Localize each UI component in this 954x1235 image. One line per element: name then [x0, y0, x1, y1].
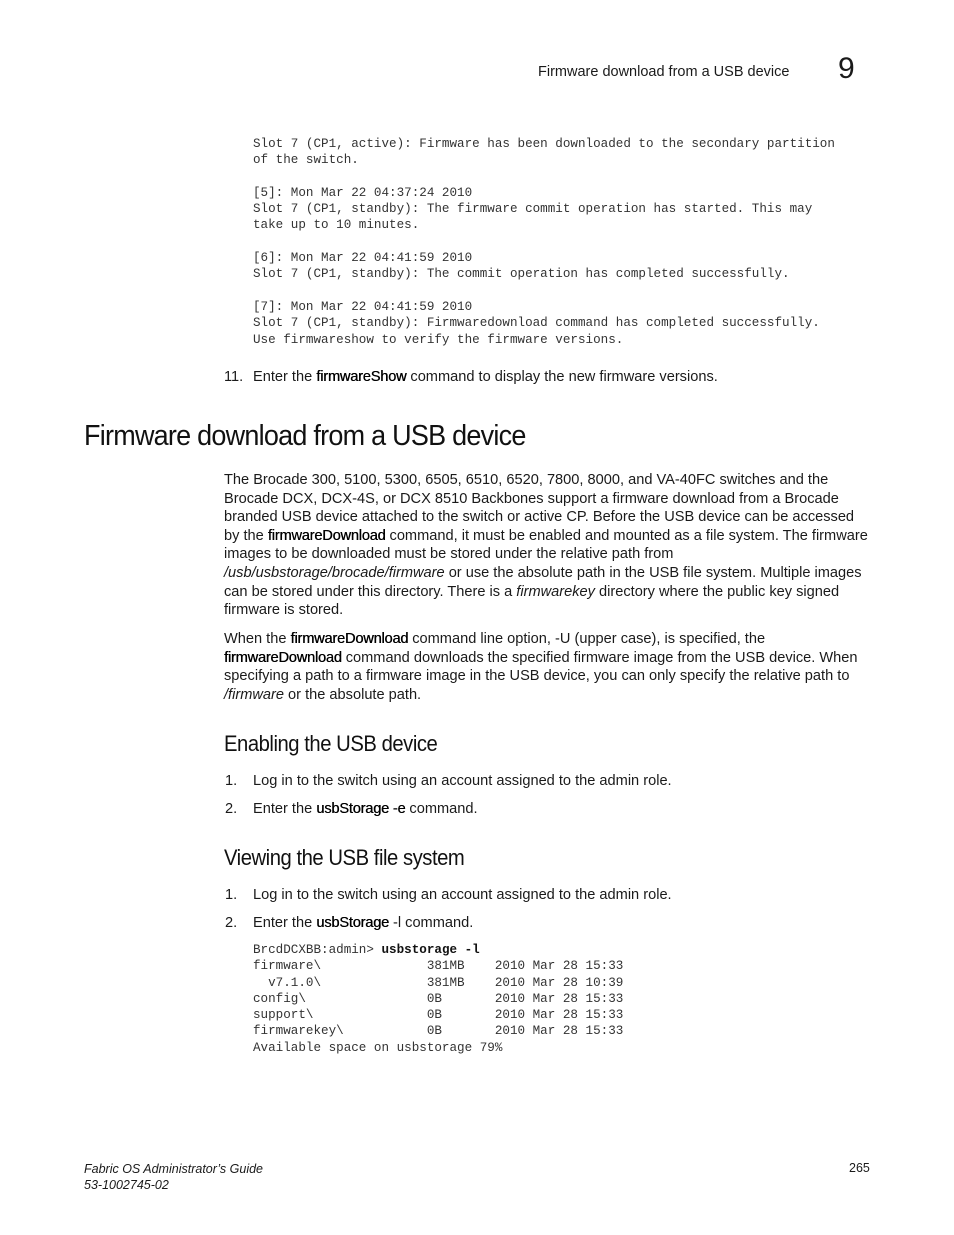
chapter-number: 9 [838, 52, 855, 85]
code-line: Slot 7 (CP1, active): Firmware has been downloaded to the secondary partition [253, 137, 835, 151]
step-view-1 [225, 886, 672, 904]
paragraph-usb-support: The Brocade 300, 5100, 5300, 6505, 6510, 6520, 7800, 8000, and VA-40FC switches and the Brocade DCX, DCX-4S, or DCX 8510 Backbones support a firmware download from a Brocade branded USB device attached to the switch or active CP. Before the USB device can be accessed by the firmwareDownload command, it must be enabled and mounted as a file system. The firmware images to be downloaded must be stored under the relative path from /usb/usbstorage/brocade/firmware or use the absolute path in the USB file system. Multiple images can be stored under this directory. There is a firmwarekey directory where the public key signed firmware is stored. [224, 472, 868, 619]
page-number: 265 [849, 1161, 870, 1175]
step-text: Enter the [253, 915, 317, 931]
section-heading: Firmware download from a USB device [84, 420, 526, 452]
footer-doc-title: Fabric OS Administrator’s Guide [84, 1162, 263, 1176]
prompt-text: BrcdDCXBB:admin> [253, 943, 382, 957]
command-name: usbStorage [316, 915, 389, 931]
code-line: [6]: Mon Mar 22 04:41:59 2010 [253, 251, 473, 266]
footer-doc-number: 53-1002745-02 [84, 1178, 169, 1192]
code-line: Slot 7 (CP1, standby): The commit operation has completed successfully. [253, 267, 790, 282]
step-text: command to display the new firmware versions. [406, 369, 718, 385]
step-11 [224, 368, 718, 386]
path-text: /usb/usbstorage/brocade/firmware [224, 564, 445, 581]
directory-name: firmwarekey [516, 583, 595, 600]
step-text: Log in to the switch using an account assigned to the admin role. [253, 773, 672, 789]
step-number: 1. [225, 887, 238, 903]
running-header-title: Firmware download from a USB device [538, 64, 790, 80]
code-line: firmwarekey\ 0B 2010 Mar 28 15:33 [253, 1024, 624, 1039]
code-line: of the switch. [253, 153, 359, 168]
step-number: 11. [224, 369, 244, 385]
step-number: 1. [225, 773, 238, 789]
step-enable-2 [225, 800, 478, 818]
step-text: Log in to the switch using an account assigned to the admin role. [253, 887, 672, 903]
code-line: Slot 7 (CP1, standby): Firmwaredownload command has completed successfully. [253, 316, 820, 331]
code-line: support\ 0B 2010 Mar 28 15:33 [253, 1008, 624, 1023]
step-number: 2. [225, 915, 238, 931]
code-line: config\ 0B 2010 Mar 28 15:33 [253, 991, 624, 1006]
step-view-2 [225, 914, 474, 932]
code-line: Available space on usbstorage 79% [253, 1040, 503, 1055]
step-text: Enter the [253, 369, 317, 385]
code-line: [5]: Mon Mar 22 04:37:24 2010 [253, 185, 473, 200]
command-name: firmwareDownload [267, 527, 386, 544]
command-name: usbStorage -e [316, 801, 406, 817]
path-text: /firmware [224, 686, 284, 703]
code-line: firmware\ 381MB 2010 Mar 28 15:33 [253, 959, 624, 974]
step-text: command. [405, 801, 478, 817]
code-block-firmwaredownload-output [253, 136, 835, 348]
step-enable-1 [225, 772, 672, 790]
code-line: Slot 7 (CP1, standby): The firmware commit operation has started. This may [253, 202, 813, 217]
step-text: Enter the [253, 801, 317, 817]
code-line: v7.1.0\ 381MB 2010 Mar 28 10:39 [253, 975, 624, 990]
command-name: firmwareShow [316, 369, 407, 385]
code-line: [7]: Mon Mar 22 04:41:59 2010 [253, 299, 473, 314]
subsection-heading-viewing: Viewing the USB file system [224, 845, 465, 870]
command-text: usbstorage -l [381, 943, 480, 957]
footer-doc-info [84, 1161, 263, 1193]
code-line: Use firmwareshow to verify the firmware versions. [253, 332, 624, 347]
subsection-heading-enabling: Enabling the USB device [224, 731, 438, 756]
code-line: take up to 10 minutes. [253, 218, 420, 233]
command-name: firmwareDownload [290, 631, 409, 647]
paragraph-upper-u-option: When the firmwareDownload command line option, -U (upper case), is specified, the firmwareDownload command downloads the specified firmware image from the USB device. When specifying a path to a firmware image in the USB device, you can only specify the relative path to /firmware or the absolute path. [224, 631, 858, 703]
step-text: -l command. [388, 915, 474, 931]
code-block-usbstorage-output [253, 942, 623, 1056]
step-number: 2. [225, 801, 238, 817]
command-name: firmwareDownload [224, 649, 342, 666]
